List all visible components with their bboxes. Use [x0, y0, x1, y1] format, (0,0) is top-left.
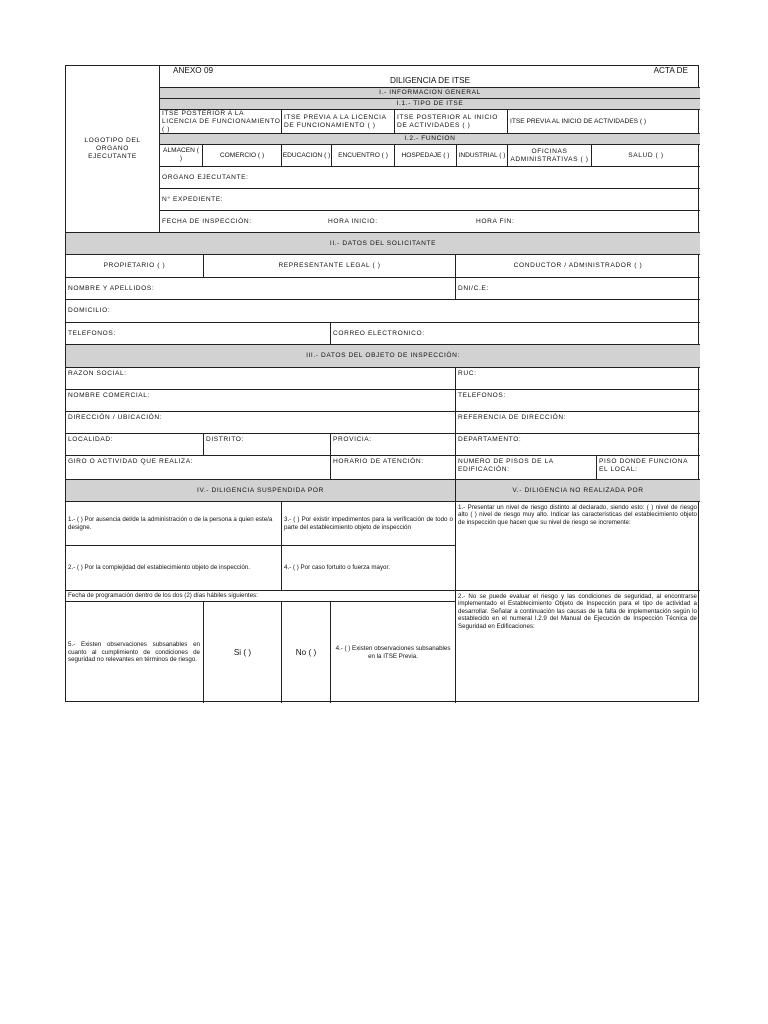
- tipo-itse-option[interactable]: ITSE PREVIA AL INICIO DE ACTIVIDADES ( ): [508, 110, 700, 134]
- no-realizada-item-1[interactable]: 1.- Presentar un nivel de riesgo distinto al declarado, siendo esto: ( ) nivel de riesgo alto ( ) nivel de riesgo muy alto. Indicar las características del establecimiento objeto de inspección que hacen que su nivel de riesgo se incremente:: [456, 502, 700, 591]
- piso-local-field[interactable]: PISO DONDE FUNCIONA EL LOCAL:: [597, 456, 700, 480]
- hora-inicio-field[interactable]: HORA INICIO:: [328, 217, 378, 225]
- provincia-field[interactable]: PROVICIA:: [331, 434, 456, 456]
- propietario-option[interactable]: PROPIETARIO ( ): [66, 255, 204, 278]
- funcion-option[interactable]: OFICINAS ADMINISTRATIVAS ( ): [508, 145, 592, 167]
- acta-diligencia-form: [65, 65, 699, 702]
- telefonos-objeto-field[interactable]: TELEFONOS:: [456, 390, 700, 412]
- no-realizada-item-2[interactable]: 2.- No se puede evaluar el riesgo y las condiciones de seguridad, al encontrarse implementado el Establecimiento Objeto de Inspección para el tipo de actividad a desarrollar. Señalar a continuación las causas de la falta de implementación según lo establecido en el numeral I.2.9 del Manual de Ejecución de Inspección Técnica de Seguridad en Edificaciones:: [458, 593, 697, 630]
- si-option[interactable]: Si ( ): [204, 602, 282, 703]
- domicilio-field[interactable]: DOMICILIO:: [66, 300, 700, 323]
- correo-field[interactable]: CORREO ELECTRONICO:: [331, 323, 700, 345]
- expediente-field[interactable]: N° EXPEDIENTE:: [160, 189, 700, 211]
- acta-de-label: ACTA DE: [653, 66, 688, 75]
- numero-pisos-field[interactable]: NUMERO DE PISOS DE LA EDIFICACIÓN:: [456, 456, 597, 480]
- conductor-option[interactable]: CONDUCTOR / ADMINISTRADOR ( ): [456, 255, 700, 278]
- suspendida-item-3[interactable]: 3.- ( ) Por existir impedimentos para la verificación de todo o parte del establecimiento objeto de inspección: [282, 502, 456, 546]
- section3-title: III.- DATOS DEL OBJETO DE INSPECCIÓN:: [66, 345, 700, 368]
- funcion-option[interactable]: COMERCIO ( ): [203, 145, 282, 167]
- observaciones-item-5: 5.- Existen observaciones subsanables en cuanto al cumplimiento de condiciones de seguridad no relevantes en términos de riesgo.: [66, 602, 204, 703]
- funcion-option[interactable]: HOSPEDAJE ( ): [395, 145, 457, 167]
- funcion-option[interactable]: ALMACEN ( ): [160, 145, 203, 167]
- section4-title: IV.- DILIGENCIA SUSPENDIDA POR: [66, 480, 456, 502]
- funcion-option[interactable]: INDUSTRIAL ( ): [457, 145, 508, 167]
- logo-cell: [66, 66, 160, 233]
- funcion-option[interactable]: SALUD ( ): [592, 145, 700, 167]
- tipo-itse-title: I.1.- TIPO DE ITSE: [160, 99, 700, 110]
- organo-ejecutante-field[interactable]: ORGANO EJECUTANTE:: [160, 167, 700, 189]
- horario-field[interactable]: HORARIO DE ATENCIÓN:: [331, 456, 456, 480]
- suspendida-item-2[interactable]: 2.- ( ) Por la complejidad del establecimiento objeto de inspección.: [66, 546, 282, 591]
- anexo-label: ANEXO 09: [173, 66, 214, 75]
- departamento-field[interactable]: DEPARTAMENTO:: [456, 434, 700, 456]
- tipo-itse-option[interactable]: ITSE PREVIA A LA LICENCIA DE FUNCIONAMIENTO ( ): [282, 110, 395, 134]
- nombre-field[interactable]: NOMBRE Y APELLIDOS:: [66, 278, 456, 300]
- funcion-option[interactable]: EDUCACION ( ): [282, 145, 332, 167]
- hora-fin-field[interactable]: HORA FIN:: [476, 217, 515, 225]
- suspendida-item-4[interactable]: 4.- ( ) Por caso fortuito o fuerza mayor.: [282, 546, 456, 591]
- section2-title: II.- DATOS DEL SOLICITANTE: [66, 233, 700, 255]
- telefonos-field[interactable]: TELEFONOS:: [66, 323, 331, 345]
- section1-title: I.- INFORMACION GENERAL: [160, 88, 700, 99]
- fecha-programacion-field[interactable]: Fecha de programación dentro de los dos (2) días hábiles siguientes:: [66, 591, 456, 602]
- localidad-field[interactable]: LOCALIDAD:: [66, 434, 204, 456]
- form-title: DILIGENCIA DE ITSE: [389, 76, 471, 85]
- fecha-hora-row: [160, 211, 700, 233]
- ruc-field[interactable]: RUC:: [456, 368, 700, 390]
- direccion-field[interactable]: DIRECCIÓN / UBICACIÓN:: [66, 412, 456, 434]
- observaciones-itse-previa[interactable]: 4.- ( ) Existen observaciones subsanables en la ITSE Previa.: [331, 602, 456, 703]
- section5-title: V.- DILIGENCIA NO REALIZADA POR: [456, 480, 700, 502]
- suspendida-item-1[interactable]: 1.- ( ) Por ausencia del/de la administración o de la persona a quien este/a designe.: [66, 502, 282, 546]
- giro-field[interactable]: GIRO O ACTIVIDAD QUE REALIZA:: [66, 456, 331, 480]
- distrito-field[interactable]: DISTRITO:: [204, 434, 331, 456]
- razon-social-field[interactable]: RAZON SOCIAL:: [66, 368, 456, 390]
- nombre-comercial-field[interactable]: NOMBRE COMERCIAL:: [66, 390, 456, 412]
- funcion-title: I.2.- FUNCION: [160, 134, 700, 145]
- representante-option[interactable]: REPRESENTANTE LEGAL ( ): [204, 255, 456, 278]
- logo-label: LOGOTIPO DEL ORGANO EJECUTANTE: [84, 137, 141, 160]
- tipo-itse-option[interactable]: ITSE POSTERIOR AL INICIO DE ACTIVIDADES ( ): [395, 110, 508, 134]
- form-header: [160, 66, 700, 88]
- fecha-inspeccion-field[interactable]: FECHA DE INSPECCIÓN:: [162, 217, 252, 225]
- no-option[interactable]: No ( ): [282, 602, 331, 703]
- funcion-option[interactable]: ENCUENTRO ( ): [332, 145, 395, 167]
- tipo-itse-option[interactable]: ITSE POSTERIOR A LA LICENCIA DE FUNCIONAMIENTO ( ): [162, 110, 281, 133]
- referencia-field[interactable]: REFERENCIA DE DIRECCIÓN:: [456, 412, 700, 434]
- dni-field[interactable]: DNI/C.E:: [456, 278, 700, 300]
